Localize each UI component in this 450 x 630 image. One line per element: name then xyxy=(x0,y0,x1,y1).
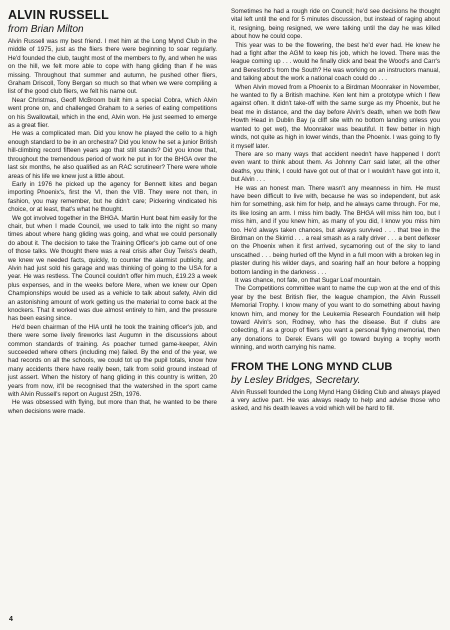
article-paragraph: Alvin Russell was my best friend. I met him at the Long Mynd Club in the middle of 1975, just as the fliers there were beginning to soar regularly. He'd founded the club, taught most of the members to fly, and when he was on the hill, we felt more able to cope with hang gliding than if he was missing. Throughout that summer and autumn, he pushed other fliers, Graham Driscoll, Tony Bergan so much so that when we were compiling a list of the good club fliers, we felt his name out. xyxy=(8,38,217,96)
left-column xyxy=(8,8,217,416)
article-paragraph: Near Christmas, Geoff McBroom built him a special Cobra, which Alvin went prone on, and challenged Graham to a series of eating competitions on his Swallowtail, which in the end, Alvin won. He just seemed to emerge as a great flier. xyxy=(8,96,217,130)
page-number: 4 xyxy=(9,616,13,623)
article-paragraph: The Competitions committee want to name the cup won at the end of this year by the best British flier, the league champion, the Alvin Russell Memorial Trophy. I know many of you want to do something about having known him, and money for the Leukemia Research Foundation will help toward Alvin's son, Rodney, who has the disease. But if clubs are collecting, if as a group of fliers you want a personal flying memorial, then any donations to Derek Evans will go toward buying a trophy worth winning, and worth carrying his name. xyxy=(231,285,440,352)
article-byline: from Brian Milton xyxy=(8,24,84,35)
section-paragraph: Alvin Russell founded the Long Mynd Hang Gliding Club and always played a very active part. He was always ready to help and advise those who asked, and his death leaves a void which will be hard to fill. xyxy=(231,388,440,413)
section-title: FROM THE LONG MYND CLUB xyxy=(231,360,393,373)
article-paragraph: He was a complicated man. Did you know he played the cello to a high enough standard to be in an orchestra? Did you know he set a junior British hill-climbing record fifteen years ago that still stands? Did you know that, throughout the tremendous period of work he put in for the BHGA over the last six months, he also qualified as an RAC scrutineer? There were whole areas of his life we knew just a little about. xyxy=(8,130,217,180)
article-paragraph: When Alvin moved from a Phoenix to a Birdman Moonraker in November, he wanted to fly a British machine. Ken lent him a prototype which I flew against often. It didn't take-off with the same surge as my Phoenix, but he beat me in distance, and the day before Alvin's death, when we both flew Howth Head in Dublin Bay (a cliff site with no bottom landing unless you wanted to get wet), the Moonraker was beautiful. It flew better in high winds, not quite as high in lower winds, than the Phoenix. I was going to fly it myself later. xyxy=(231,83,440,150)
article-paragraph: Sometimes he had a rough ride on Council; he'd see decisions he thought vital left until the end for 5 minutes discussion, but instead of raging about it, resigning, being resigned, we were talking until the day he was killed about how he could cope. xyxy=(231,8,440,41)
article-paragraph: Early in 1976 he picked up the agency for Bennett kites and began importing Phoenix's, first the VI, then the VIB. They were not then, in fashion, you may remember, but he didn't care; Pickering vindicated his choice, or at least, that's what he thought. xyxy=(8,180,217,214)
article-paragraph: We got involved together in the BHGA. Martin Hunt beat him easily for the chair, but when I made Council, we used to talk into the night so many times about where hang gliding was going, and what we could personally do about it. The decision to take the Training Officer's job came out of one of those talks. We thought there was a real crisis after Guy Twiss's death, we knew we needed facts, quickly, to counter the alarmist publicity, and Alvin had just sold his garage and was thinking of going to the USA for a year. He was restless. The Council couldn't offer him much, £19.23 a week plus expenses, and in the weeks before Mere, when we knew our Open Championships would be used as a vehicle to talk about safety, Alvin did an astonishing amount of work getting us the material to come back at the knockers. That it worked was due almost entirely to him, and the pressure has been easing since. xyxy=(8,214,217,323)
section-byline: by Lesley Bridges, Secretary. xyxy=(231,374,361,386)
article-paragraph: He'd been chairman of the HIA until he took the training officer's job, and there were some lively fireworks last Augumn in the discussions about common standards of training. As poacher turned game-keeper, Alvin succeeded where others (including me) failed. By the end of the year, we had records on all the schools, we could tot up the pupil totals, know how many accidents there have really been, talk from solid ground instead of just assert. When the history of hang gliding in this country is written, 20 years from now, it'll be recognised that the watershed in the sport came with Alvin Russell's report on August 25th, 1976. xyxy=(8,323,217,399)
right-column xyxy=(231,8,440,414)
article-paragraph: He was an honest man. There wasn't any meanness in him. He must have been difficult to live with, because he was so independent, but ask him for something, ask him for help, and he always came through. For me, its like losing an arm. I miss him badly. The BHGA will miss him too, but I miss him, and if you knew him, as many of you did, I know you miss him too. He'd always taken chances, but always survived . . . that tree in the Birdman on the Skirrid . . . a real smash as a rally driver . . . a bent deflexer on the Phoenix when it first arrived, sycamoring out of the sky to land unscathed . . . being hurled off the Mynd in a full moon with a broken leg in plaster during his wilder days, and soaring half an hour before a hopping bottom landing in the darkness . . . xyxy=(231,184,440,276)
article-paragraph: There are so many ways that accident needn't have happened I don't even want to think about them. As Johnny Carr said later, all the other deaths, you think, I could have got out of that or I wouldn't have got into it, but Alvin . . . xyxy=(231,150,440,184)
article-paragraph: He was obsessed with flying, but more than that, he wanted to be there when decisions were made. xyxy=(8,399,217,415)
article-paragraph: It was chance, not fate, on that Sugar Loaf mountain. xyxy=(235,277,382,284)
article-paragraph: This year was to be the flowering, the best he'd ever had. He knew he had a fight after the AGM to keep his job, which he loved. There was the league coming up . . . would he finally click and beat the Wood's and Carr's and Beresford's from the South? He was working on an instructors manual, and talking about the work a national coach could do . . . xyxy=(231,41,440,83)
article-title: ALVIN RUSSELL xyxy=(8,8,109,22)
